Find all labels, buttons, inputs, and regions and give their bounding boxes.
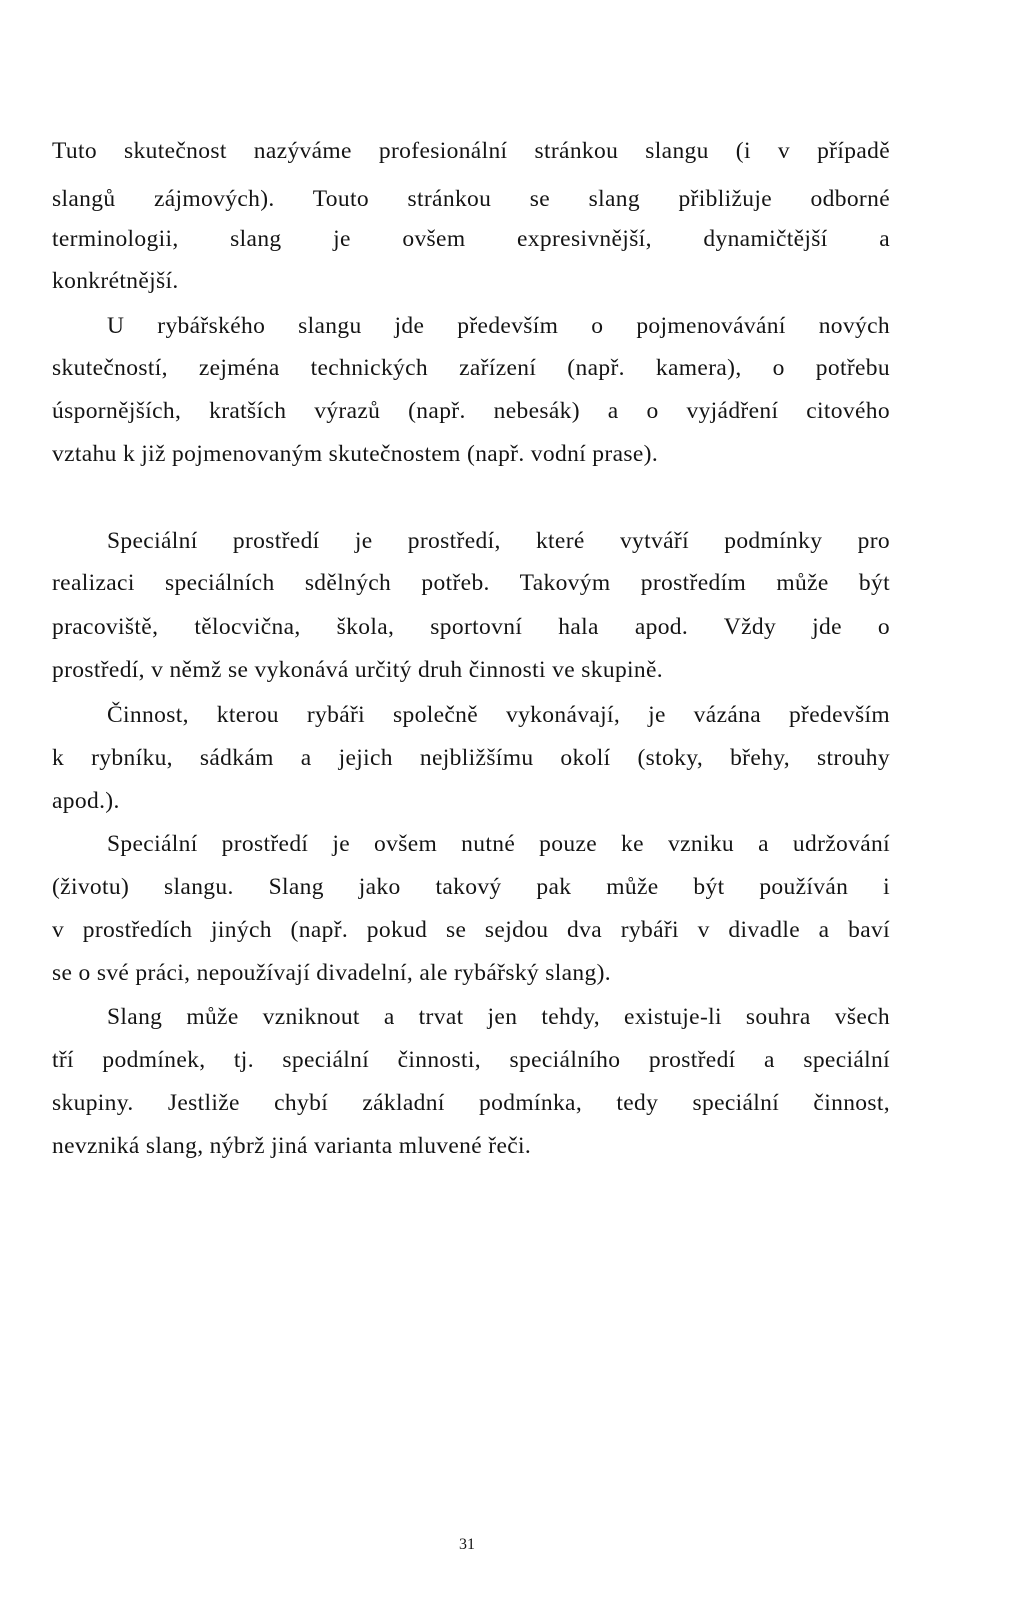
- text-line: tří podmínek, tj. speciální činnosti, speciálního prostředí a speciální: [52, 1047, 890, 1073]
- text-line: skutečností, zejména technických zařízení (např. kamera), o potřebu: [52, 355, 890, 381]
- text-line: nevzniká slang, nýbrž jiná varianta mluvené řeči.: [52, 1133, 532, 1159]
- text-line: k rybníku, sádkám a jejich nejbližšímu okolí (stoky, břehy, strouhy: [52, 745, 890, 771]
- text-line: se o své práci, nepoužívají divadelní, ale rybářský slang).: [52, 960, 612, 986]
- text-line: slangů zájmových). Touto stránkou se slang přibližuje odborné: [52, 186, 890, 212]
- text-line: Slang může vzniknout a trvat jen tehdy, existuje-li souhra všech: [107, 1004, 890, 1030]
- text-line: konkrétnější.: [52, 268, 179, 294]
- text-line: terminologii, slang je ovšem expresivnější, dynamičtější a: [52, 226, 890, 252]
- text-line: Činnost, kterou rybáři společně vykonávají, je vázána především: [107, 702, 890, 728]
- text-line: skupiny. Jestliže chybí základní podmínka, tedy speciální činnost,: [52, 1090, 890, 1116]
- text-line: U rybářského slangu jde především o pojmenovávání nových: [107, 313, 890, 339]
- text-line: Speciální prostředí je prostředí, které vytváří podmínky pro: [107, 528, 890, 554]
- text-line: vztahu k již pojmenovaným skutečnostem (např. vodní prase).: [52, 441, 659, 467]
- text-line: realizaci speciálních sdělných potřeb. Takovým prostředím může být: [52, 570, 890, 596]
- text-line: v prostředích jiných (např. pokud se sejdou dva rybáři v divadle a baví: [52, 917, 890, 943]
- text-line: prostředí, v němž se vykonává určitý druh činnosti ve skupině.: [52, 657, 664, 683]
- page-number: 31: [459, 1536, 475, 1553]
- text-line: pracoviště, tělocvična, škola, sportovní hala apod. Vždy jde o: [52, 614, 890, 640]
- text-line: Speciální prostředí je ovšem nutné pouze ke vzniku a udržování: [107, 831, 890, 857]
- text-line: Tuto skutečnost nazýváme profesionální stránkou slangu (i v případě: [52, 138, 890, 164]
- text-line: apod.).: [52, 788, 120, 814]
- text-line: (životu) slangu. Slang jako takový pak může být používán i: [52, 874, 890, 900]
- text-line: úspornějších, kratších výrazů (např. nebesák) a o vyjádření citového: [52, 398, 890, 424]
